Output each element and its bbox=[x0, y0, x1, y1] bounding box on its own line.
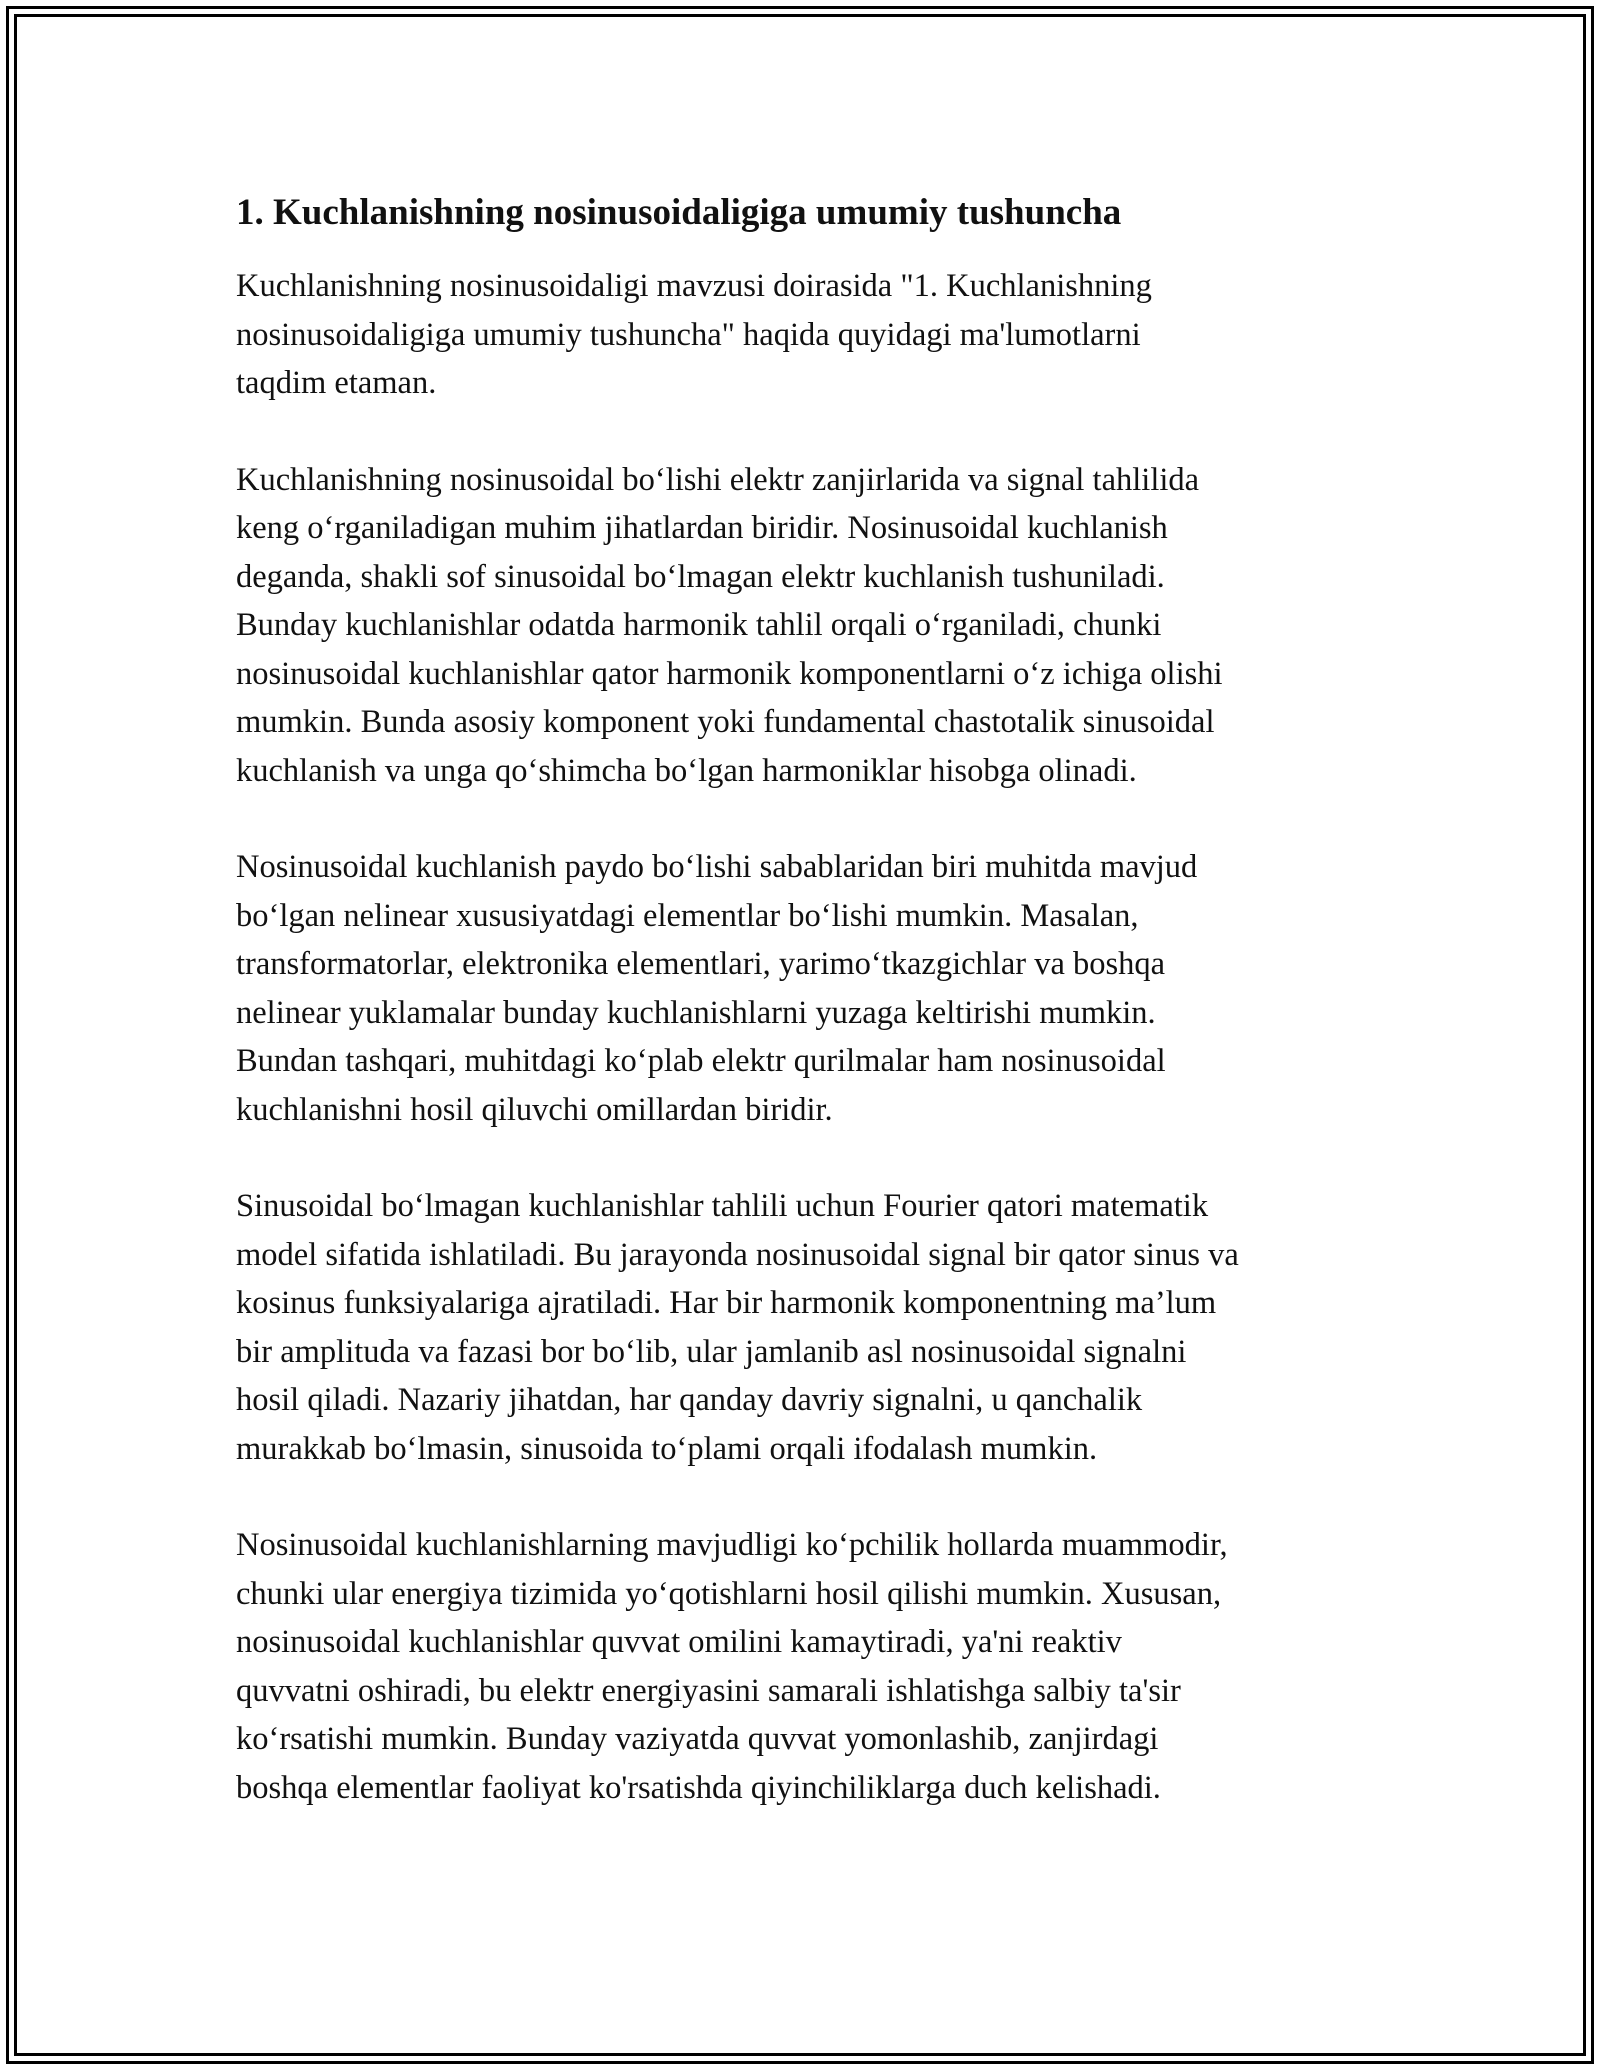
paragraph-definition: Kuchlanishning nosinusoidal boʻlishi elektr zanjirlarida va signal tahlilida keng oʻrganiladigan muhim jihatlardan biridir. Nosinusoidal kuchlanish deganda, shakli sof sinusoidal boʻlmagan elektr kuchlanish tushuniladi. Bunday kuchlanishlar odatda harmonik tahlil orqali oʻrganiladi, chunki nosinusoidal kuchlanishlar qator harmonik komponentlarni oʻz ichiga olishi mumkin. Bunda asosiy komponent yoki fundamental chastotalik sinusoidal kuchlanish va unga qoʻshimcha boʻlgan harmoniklar hisobga olinadi. bbox=[236, 461, 1223, 789]
paragraph-problems: Nosinusoidal kuchlanishlarning mavjudligi koʻpchilik hollarda muammodir, chunki ular energiya tizimida yoʻqotishlarni hosil qilishi mumkin. Xususan, nosinusoidal kuchlanishlar quvvat omilini kamaytiradi, ya'ni reaktiv quvvatni oshiradi, bu elektr energiyasini samarali ishlatishga salbiy ta'sir koʻrsatishi mumkin. Bunday vaziyatda quvvat yomonlashib, zanjirdagi boshqa elementlar faoliyat ko'rsatishda qiyinchiliklarga duch kelishadi. bbox=[236, 1527, 1228, 1806]
paragraph-causes: Nosinusoidal kuchlanish paydo boʻlishi sabablaridan biri muhitda mavjud boʻlgan nelinear xususiyatdagi elementlar boʻlishi mumkin. Masalan, transformatorlar, elektronika elementlari, yarimoʻtkazgichlar va boshqa nelinear yuklamalar bunday kuchlanishlarni yuzaga keltirishi mumkin. Bundan tashqari, muhitdagi koʻplab elektr qurilmalar ham nosinusoidal kuchlanishni hosil qiluvchi omillardan biridir. bbox=[236, 849, 1198, 1128]
document-body bbox=[236, 186, 1376, 1860]
paragraph-intro: Kuchlanishning nosinusoidaligi mavzusi doirasida "1. Kuchlanishning nosinusoidaligiga umumiy tushuncha" haqida quyidagi ma'lumotlarni taqdim etaman. bbox=[236, 268, 1152, 401]
document-title: 1. Kuchlanishning nosinusoidaligiga umumiy tushuncha bbox=[236, 192, 1122, 233]
paragraph-fourier: Sinusoidal boʻlmagan kuchlanishlar tahlili uchun Fourier qatori matematik model sifatida ishlatiladi. Bu jarayonda nosinusoidal signal bir qator sinus va kosinus funksiyalariga ajratiladi. Har bir harmonik komponentning ma’lum bir amplituda va fazasi bor boʻlib, ular jamlanib asl nosinusoidal signalni hosil qiladi. Nazariy jihatdan, har qanday davriy signalni, u qanchalik murakkab boʻlmasin, sinusoida toʻplami orqali ifodalash mumkin. bbox=[236, 1188, 1239, 1467]
